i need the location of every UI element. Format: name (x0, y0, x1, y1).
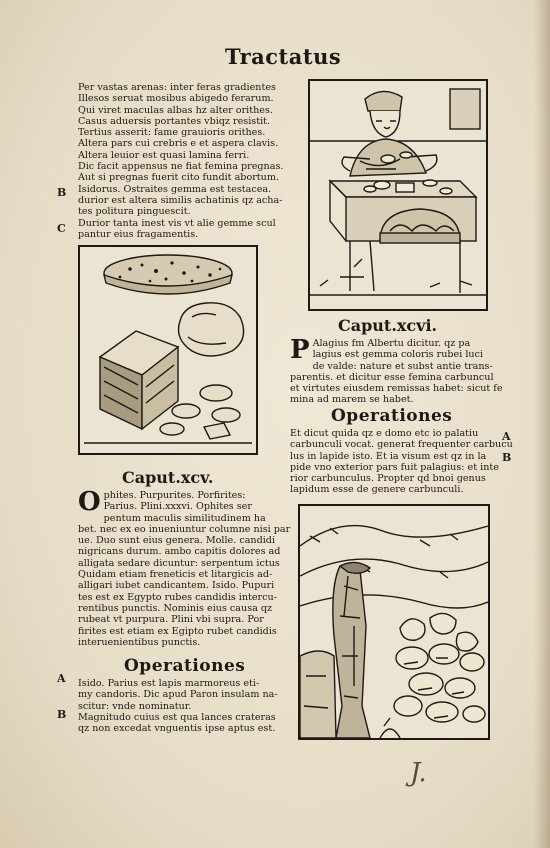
decorated-initial: P (290, 335, 310, 365)
text-line: Per vastas arenas: inter feras gradientes (78, 82, 276, 93)
text-line: rubeat vt purpura. Plini vbi supra. Por (78, 614, 264, 626)
text-line: nigricans durum. ambo capitis dolores ad (78, 546, 281, 558)
text-line: phites. Purpurites. Porfirites: (103, 490, 246, 501)
text-line: Tertius asserit: fame grauioris orithes. (78, 127, 266, 139)
craftsman-woodcut-drawing (310, 81, 486, 309)
text-line: scitur: vnde nominatur. (78, 700, 192, 712)
text-line: Quidam etiam freneticis et litargicis ad- (78, 569, 273, 581)
chapter-xcvi-text (290, 335, 503, 406)
operationes-heading-right: Operationes (331, 406, 453, 426)
text-line: Magnitudo cuius est qua lances crateras (78, 711, 276, 723)
text-line: Et dicut quida qz e domo etc io palatiu (290, 428, 479, 439)
text-line: Casus aduersis portantes vbiqz resistit. (78, 115, 271, 127)
text-line: Parius. Plini.xxxvi. Ophites ser (103, 501, 252, 513)
margin-letter: B (57, 186, 67, 199)
text-line: de valde: nature et subst antie trans- (312, 360, 493, 372)
woodcut-craftsman-illustration (308, 79, 488, 311)
text-line: lagius est gemma coloris rubei luci (312, 349, 484, 361)
operationes-right-text (290, 428, 513, 496)
woodcut-landscape-illustration (298, 504, 490, 740)
text-line: pentum maculis similitudinem ha (103, 512, 266, 524)
text-line: carbunculi vocat. generat frequenter carbucu (290, 439, 513, 451)
text-line: Dic facit appensus ne fiat femina pregnas. (78, 161, 284, 173)
chapter-xcv-text (78, 487, 291, 648)
text-line: Aut si pregnas fuerit cito fundit abortum. (78, 172, 279, 184)
text-line: Illesos seruat mosibus abigedo ferarum. (78, 93, 274, 105)
pencil-folio-mark: J. (410, 758, 427, 788)
text-line: rior carbunculus. Propter qd bnoi genus (290, 473, 486, 485)
text-line: firites est etiam ex Egipto rubet candidis (78, 625, 277, 637)
chapter-heading-xcvi: Caput.xcvi. (338, 316, 438, 335)
text-line: lus in lapide isto. Et ia visum est qz in la (290, 450, 487, 462)
text-line: tes politura pinguescit. (78, 206, 191, 218)
text-line: alligata sedare dicuntur: serpentum ictus (78, 557, 280, 569)
stones-woodcut-drawing (80, 247, 256, 453)
text-line: Durior tanta inest vis vt alie gemme scul (78, 217, 276, 229)
text-line: et virtutes eiusdem remissas habet: sicut fe (290, 383, 503, 395)
text-line: Alagius fm Albertu dicitur. qz pa (312, 338, 471, 349)
text-line: pide vno exterior pars fuit palagius: et inte (290, 461, 499, 473)
margin-letter: A (57, 672, 66, 685)
page-edge-shadow (534, 0, 550, 848)
text-line: bet. nec ex eo inueniuntur columne nisi par (78, 523, 291, 535)
text-line: interuenientibus punctis. (78, 636, 201, 648)
woodcut-stones-illustration (78, 245, 258, 455)
text-line: Altera leuior est quasi lamina ferri. (78, 149, 250, 161)
text-line: lapidum esse de genere carbunculi. (290, 484, 464, 496)
running-head: Tractatus (225, 44, 342, 69)
chapter-heading-xcv: Caput.xcv. (122, 468, 214, 487)
text-line: Isidorus. Ostraites gemma est testacea. (78, 183, 272, 195)
margin-letter: B (502, 451, 512, 464)
landscape-woodcut-drawing (300, 506, 488, 738)
text-line: durior est altera similis achatinis qz acha- (78, 194, 283, 206)
text-line: alligari iubet candicantem. Isido. Pupuri (78, 580, 275, 592)
text-line: Altera pars cui crebris e et aspera clavis. (78, 138, 279, 150)
operationes-left-text (78, 678, 278, 734)
text-line: tes est ex Egypto rubes candidis intercu- (78, 591, 277, 603)
text-line: parentis. et dicitur esse femina carbuncul (290, 371, 494, 383)
margin-letter: A (502, 430, 511, 443)
margin-letter: C (57, 222, 66, 235)
text-line: mina ad marem se habet. (290, 394, 414, 406)
text-line: ue. Duo sunt eius genera. Molle. candidi (78, 535, 276, 547)
text-line: qz non excedat vnguentis ipse aptus est. (78, 723, 276, 735)
text-line: my candoris. Dic apud Paron insulam na- (78, 689, 278, 701)
text-line: pantur eius fragamentis. (78, 228, 199, 240)
operationes-heading-left: Operationes (124, 656, 246, 676)
top-left-text-block (78, 82, 283, 240)
margin-letter: B (57, 708, 67, 721)
decorated-initial: O (78, 487, 101, 517)
text-line: Qui viret maculas albas hz alter orithes. (78, 104, 273, 116)
text-line: rentibus punctis. Nominis eius causa qz (78, 602, 273, 614)
text-line: Isido. Parius est lapis marmoreus eti- (78, 678, 260, 689)
